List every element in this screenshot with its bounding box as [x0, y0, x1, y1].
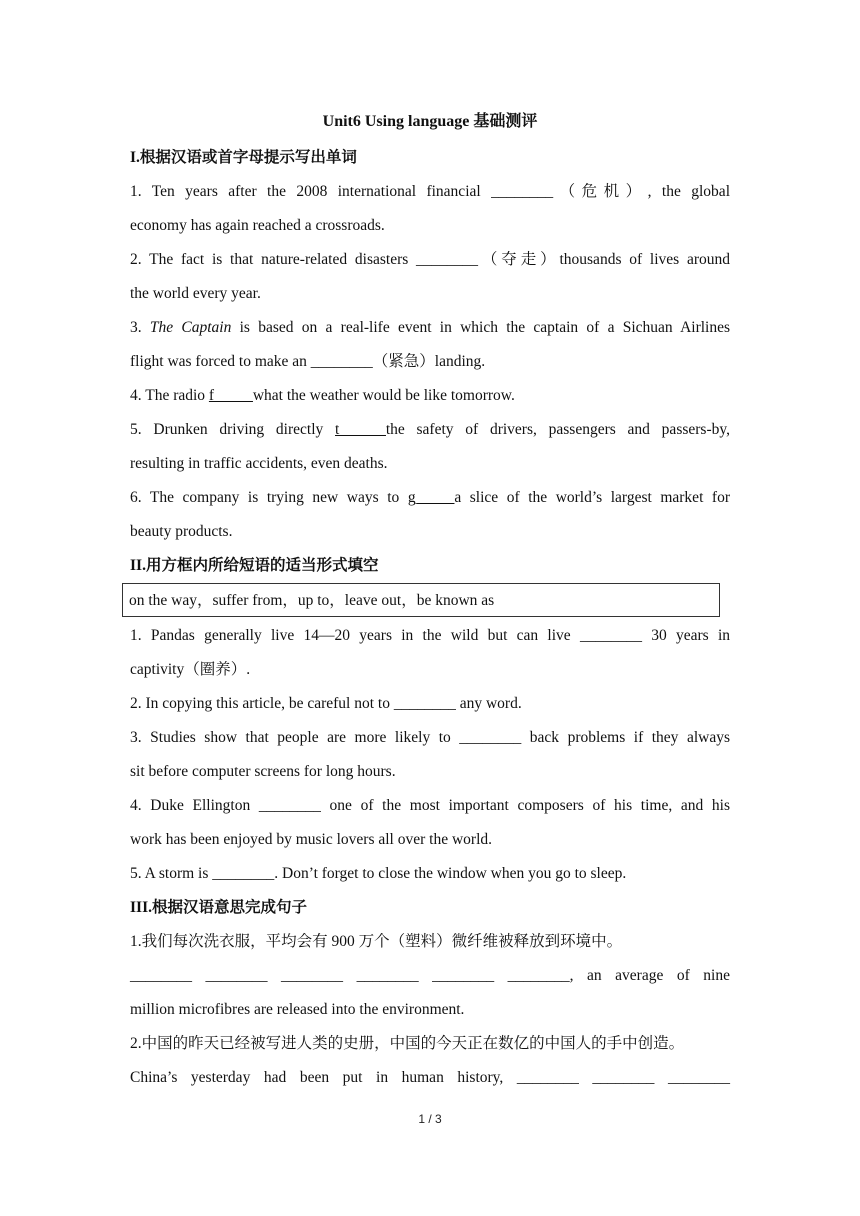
s3-q1-line1: ________ ________ ________ ________ ________ ________, an average of nine	[130, 967, 730, 984]
s1-q2-line2: the world every year.	[130, 285, 261, 302]
s1-q5-blank: t______	[335, 421, 386, 438]
s1-q6-post: a slice of the world’s largest market for	[454, 489, 731, 506]
s2-q1-line2: captivity（圈养）.	[130, 661, 251, 678]
s1-q5-line1	[130, 413, 730, 447]
s1-q3-line1	[130, 311, 730, 345]
s1-q3-line2: flight was forced to make an ________（紧急）landing.	[130, 353, 486, 370]
section-2-heading: II.用方框内所给短语的适当形式填空	[130, 557, 379, 574]
s2-q2: 2. In copying this article, be careful not to ________ any word.	[130, 695, 522, 712]
s1-q5-pre: 5. Drunken driving directly	[130, 421, 336, 438]
s1-q5-post: the safety of drivers, passengers and passers-by,	[385, 421, 730, 438]
phrase-box-row	[130, 583, 730, 619]
s3-q2-chinese: 2.中国的昨天已经被写进人类的史册，中国的今天正在数亿的中国人的手中创造。	[130, 1035, 685, 1052]
s1-q1-line2: economy has again reached a crossroads.	[130, 217, 385, 234]
s1-q4-post: what the weather would be like tomorrow.	[252, 387, 515, 404]
s1-q3-number: 3.	[130, 319, 150, 336]
s1-q3-film-title: The Captain	[149, 319, 232, 336]
s1-q6-line2: beauty products.	[130, 523, 233, 540]
s1-q6-line1	[130, 481, 730, 515]
s1-q5-line2: resulting in traffic accidents, even deaths.	[130, 455, 388, 472]
s1-q3-rest: is based on a real-life event in which the captain of a Sichuan Airlines	[231, 319, 731, 336]
s1-q4-line1	[130, 379, 730, 413]
phrase-box: on the way，suffer from，up to，leave out，be known as	[122, 583, 720, 617]
s1-q6-blank: g_____	[407, 489, 455, 506]
s1-q4-pre: 4. The radio	[130, 387, 209, 404]
s1-q4-blank: f_____	[208, 387, 253, 404]
s2-q3-line2: sit before computer screens for long hours.	[130, 763, 396, 780]
document-body	[130, 141, 730, 1095]
s2-q4-line1: 4. Duke Ellington ________ one of the most important composers of his time, and his	[130, 797, 730, 814]
s1-q2-line1: 2. The fact is that nature-related disasters ________（夺走）thousands of lives around	[130, 251, 730, 268]
s2-q4-line2: work has been enjoyed by music lovers all over the world.	[130, 831, 493, 848]
section-1-heading: I.根据汉语或首字母提示写出单词	[130, 149, 357, 166]
s2-q3-line1: 3. Studies show that people are more likely to ________ back problems if they always	[130, 729, 730, 746]
s2-q5: 5. A storm is ________. Don’t forget to close the window when you go to sleep.	[130, 865, 627, 882]
s2-q1-line1: 1. Pandas generally live 14—20 years in the wild but can live ________ 30 years in	[130, 627, 730, 644]
page-title: Unit6 Using language 基础测评	[322, 113, 538, 130]
s1-q1-line1: 1. Ten years after the 2008 international financial ________（危机）, the global	[130, 183, 730, 200]
page-number: 1 / 3	[418, 1112, 442, 1126]
s3-q2-line1: China’s yesterday had been put in human history, ________ ________ ________	[130, 1069, 730, 1086]
section-3-heading: III.根据汉语意思完成句子	[130, 899, 307, 916]
s1-q6-pre: 6. The company is trying new ways to	[130, 489, 408, 506]
s3-q1-chinese: 1.我们每次洗衣服，平均会有 900 万个（塑料）微纤维被释放到环境中。	[130, 933, 623, 950]
s3-q1-line2: million microfibres are released into the environment.	[130, 1001, 465, 1018]
